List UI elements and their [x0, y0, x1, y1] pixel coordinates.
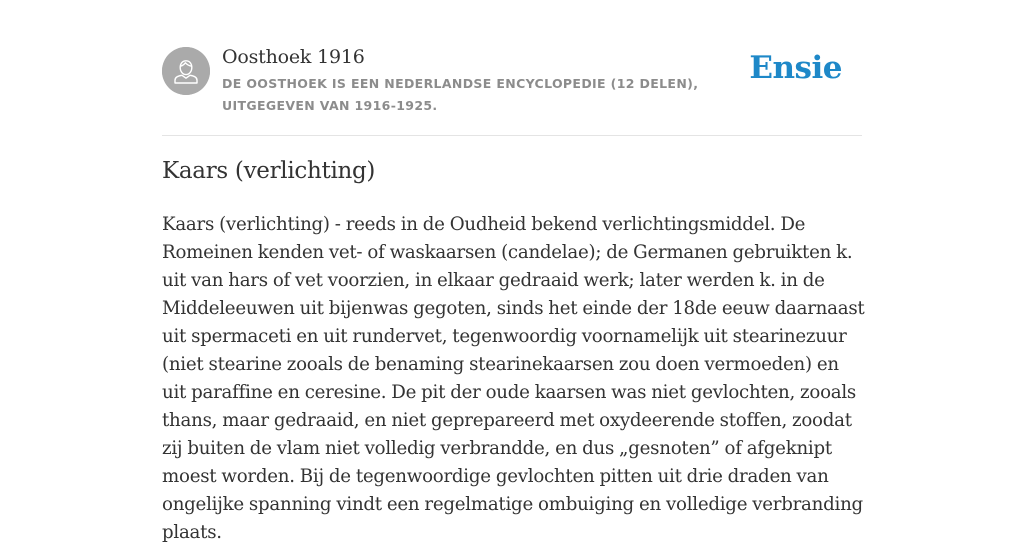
- source-avatar[interactable]: [162, 47, 210, 95]
- ensie-logo[interactable]: Ensie: [749, 50, 842, 86]
- source-description: DE OOSTHOEK IS EEN NEDERLANDSE ENCYCLOPEDIE (12 DELEN), UITGEGEVEN VAN 1916-1925.: [222, 76, 699, 113]
- user-silhouette-icon: [162, 47, 210, 95]
- article-title: Kaars (verlichting): [162, 158, 376, 184]
- article-body: Kaars (verlichting) - reeds in de Oudheid bekend verlichtingsmiddel. De Romeinen kenden vet- of waskaarsen (candelae); de Germanen gebruikten k. uit van hars of vet voorzien, in elkaar gedraaid werk; later werden k. in de Middeleeuwen uit bijenwas gegoten, sinds het einde der 18de eeuw daarnaast uit spermaceti en uit rundervet, tegenwoordig voornamelijk uit stearinezuur (niet stearine zooals de benaming stearinekaarsen zou doen vermoeden) en uit paraffine en ceresine. De pit der oude kaarsen was niet gevlochten, zooals thans, maar gedraaid, en niet geprepareerd met oxydeerende stoffen, zoodat zij buiten de vlam niet volledig verbrandde, en dus „gesnoten” of afgeknipt moest worden. Bij de tegenwoordige gevlochten pitten uit drie draden van ongelijke spanning vindt een regelmatige ombuiging en volledige verbranding plaats.: [162, 214, 865, 543]
- source-title[interactable]: Oosthoek 1916: [222, 46, 365, 68]
- source-header: [162, 44, 862, 136]
